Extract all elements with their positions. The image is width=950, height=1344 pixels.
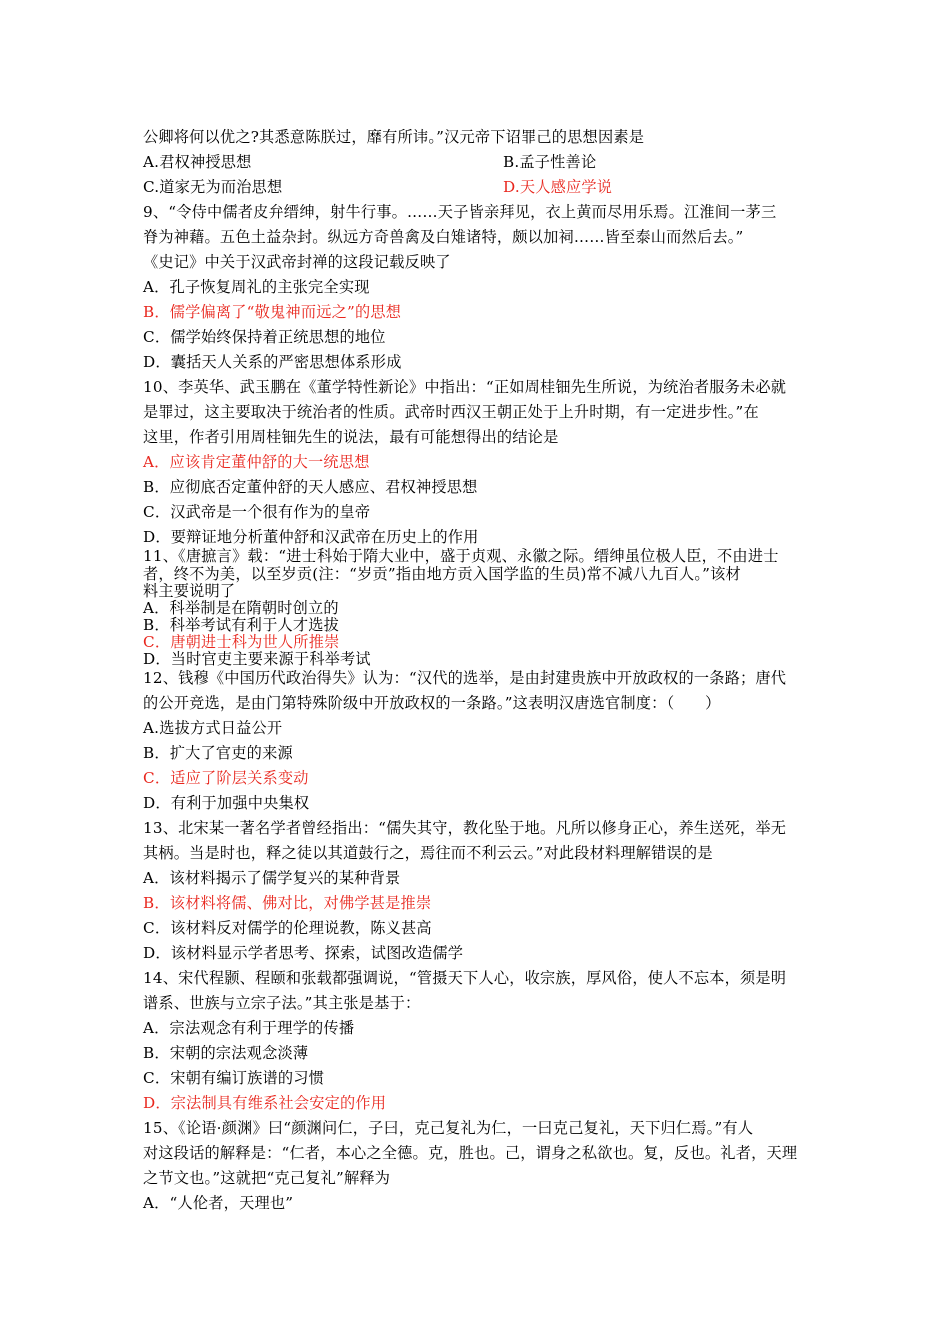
q12-stem-line-1: 12、钱穆《中国历代政治得失》认为：“汉代的选举，是由封建贵族中开放政权的一条路；唐代 <box>143 669 787 687</box>
q11-stem-line-2: 者，终不为美，以至岁贡(注：“岁贡”指由地方贡入国学监的生员)常不减八九百人。”该材 <box>143 565 741 583</box>
q11-stem-line-3: 料主要说明了 <box>143 582 236 600</box>
q8-option-c: C.道家无为而治思想 <box>143 178 283 196</box>
q11-stem-line-1: 11、《唐摭言》载：“进士科始于隋大业中，盛于贞观、永徽之际。缙绅虽位极人臣，不由进士 <box>143 547 779 565</box>
q10-option-a-answer: A．应该肯定董仲舒的大一统思想 <box>143 453 370 471</box>
q8-option-b: B.孟子性善论 <box>503 153 597 171</box>
q10-option-b: B．应彻底否定董仲舒的天人感应、君权神授思想 <box>143 478 478 496</box>
q8-option-d-answer: D.天人感应学说 <box>503 178 613 196</box>
q12-stem-line-2: 的公开竞选，是由门第特殊阶级中开放政权的一条路。”这表明汉唐选官制度：（ ） <box>143 694 721 712</box>
q13-option-b-answer: B．该材料将儒、佛对比，对佛学甚是推崇 <box>143 894 432 912</box>
q9-stem-line-1: 9、“令侍中儒者皮弁缙绅，射牛行事。……天子皆亲拜见，衣上黄而尽用乐焉。江淮间一茅三 <box>143 203 777 221</box>
q8-options-row-2 <box>143 177 613 197</box>
q14-option-a: A．宗法观念有利于理学的传播 <box>143 1019 355 1037</box>
q12-option-c-answer: C．适应了阶层关系变动 <box>143 769 309 787</box>
q13-stem-line-1: 13、北宋某一著名学者曾经指出：“儒失其守，教化坠于地。凡所以修身正心，养生送死，举无 <box>143 819 787 837</box>
q14-option-d-answer: D．宗法制具有维系社会安定的作用 <box>143 1094 387 1112</box>
q12-option-b: B．扩大了官吏的来源 <box>143 744 293 762</box>
q14-option-c: C．宋朝有编订族谱的习惯 <box>143 1069 325 1087</box>
q14-stem-line-1: 14、宋代程颢、程颐和张载都强调说，“管摄天下人心，收宗族，厚风俗，使人不忘本，须是明 <box>143 969 787 987</box>
q12-option-a: A.选拔方式日益公开 <box>143 719 283 737</box>
q10-option-c: C．汉武帝是一个很有作为的皇帝 <box>143 503 371 521</box>
q9-option-c: C．儒学始终保持着正统思想的地位 <box>143 328 386 346</box>
q15-stem-line-2: 对这段话的解释是：“仁者，本心之全德。克，胜也。己，谓身之私欲也。复，反也。礼者，天理 <box>143 1144 798 1162</box>
q10-stem-line-2: 是罪过，这主要取决于统治者的性质。武帝时西汉王朝正处于上升时期，有一定进步性。”在 <box>143 403 759 421</box>
q9-stem-line-3: 《史记》中关于汉武帝封禅的这段记载反映了 <box>143 253 451 271</box>
q11-option-a: A．科举制是在隋朝时创立的 <box>143 599 339 617</box>
q11-option-c-answer: C．唐朝进士科为世人所推崇 <box>143 633 340 651</box>
q9-option-d: D．囊括天人关系的严密思想体系形成 <box>143 353 402 371</box>
q13-stem-line-2: 其柄。当是时也，释之徒以其道鼓行之，焉往而不利云云。”对此段材料理解错误的是 <box>143 844 713 862</box>
q10-stem-line-1: 10、李英华、武玉鹏在《董学特性新论》中指出：“正如周桂钿先生所说，为统治者服务未必就 <box>143 378 787 396</box>
q9-stem-line-2: 脊为神藉。五色土益杂封。纵远方奇兽禽及白雉诸特，颇以加祠……皆至泰山而然后去。” <box>143 228 744 246</box>
q9-option-b-answer: B．儒学偏离了“敬鬼神而远之”的思想 <box>143 303 402 321</box>
q13-option-d: D．该材料显示学者思考、探索，试图改造儒学 <box>143 944 464 962</box>
q9-option-a: A．孔子恢复周礼的主张完全实现 <box>143 278 370 296</box>
q13-option-c: C．该材料反对儒学的伦理说教，陈义甚高 <box>143 919 432 937</box>
q10-stem-line-3: 这里，作者引用周桂钿先生的说法，最有可能想得出的结论是 <box>143 428 559 446</box>
q11-option-b: B．科举考试有利于人才选拔 <box>143 616 340 634</box>
q15-stem-line-1: 15、《论语·颜渊》曰“颜渊问仁，子曰，克己复礼为仁，一曰克己复礼，天下归仁焉。”有人 <box>143 1119 754 1137</box>
q13-option-a: A．该材料揭示了儒学复兴的某种背景 <box>143 869 401 887</box>
q10-option-d: D．要辩证地分析董仲舒和汉武帝在历史上的作用 <box>143 528 479 546</box>
q12-option-d: D．有利于加强中央集权 <box>143 794 310 812</box>
q11-option-d: D．当时官吏主要来源于科举考试 <box>143 650 371 668</box>
q15-option-a: A．“人伦者，天理也” <box>143 1194 294 1212</box>
q8-option-a: A.君权神授思想 <box>143 153 252 171</box>
q8-options-row-1 <box>143 152 597 172</box>
q15-stem-line-3: 之节文也。”这就把“克己复礼”解释为 <box>143 1169 391 1187</box>
q8-stem-tail: 公卿将何以优之?其悉意陈朕过，靡有所讳。”汉元帝下诏罪己的思想因素是 <box>143 128 645 146</box>
q14-option-b: B．宋朝的宗法观念淡薄 <box>143 1044 309 1062</box>
q14-stem-line-2: 谱系、世族与立宗子法。”其主张是基于： <box>143 994 421 1012</box>
